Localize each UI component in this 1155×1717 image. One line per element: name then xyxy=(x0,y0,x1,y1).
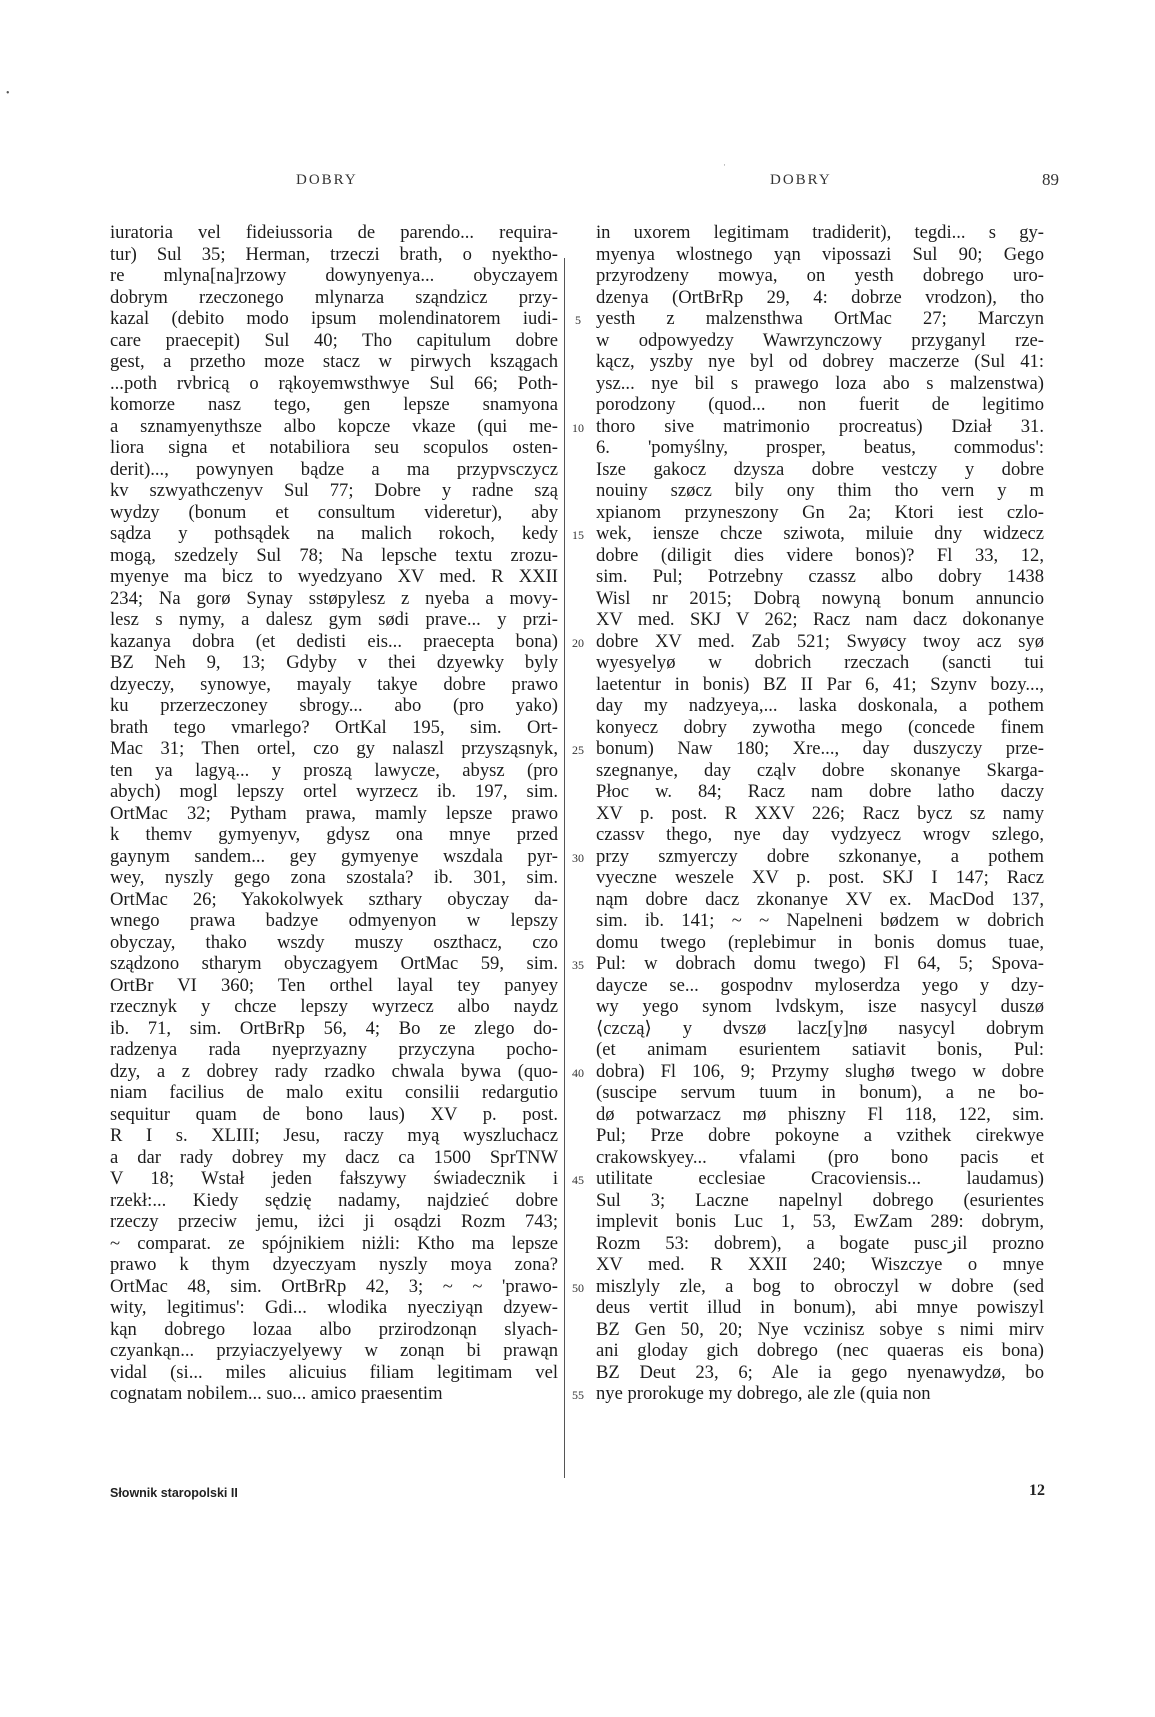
right-column-line: in uxorem legitimam tradiderit), tegdi... s gy- xyxy=(596,222,1044,243)
left-column-line: derit)..., powynyen bądze a ma przypvsczycz xyxy=(110,458,558,480)
right-column-line: szegnanye, day cząlv dobre skonanye Skarga- xyxy=(596,759,1044,781)
left-column-line: dzyeczy, synowye, mayaly takye dobre prawo xyxy=(110,673,558,695)
line-number: 40 xyxy=(572,1065,584,1080)
left-column-line: wnego prawa badzye odmyenyon w lepszy xyxy=(110,910,558,931)
right-column-line: dzenya (OrtBrRp 29, 4: dobrze vrodzon), tho xyxy=(596,286,1044,308)
right-column-line: wy yego synom lvdskym, isze nasycyl duszø xyxy=(596,996,1044,1017)
left-column-line: k themv gymyenyv, gdysz ona mnye przed xyxy=(110,824,558,845)
right-column-line: wyesyelyø w dobrich rzeczach (sancti tui xyxy=(596,652,1044,673)
line-number: 55 xyxy=(572,1388,584,1402)
right-column-line: deus vertit illud in bonum), abi mnye powiszyl xyxy=(596,1297,1044,1318)
right-column-line: dobra) Fl 106, 9; Przymy slughø twego w dobre xyxy=(596,1060,1044,1082)
right-column-line: XV med. R XXII 240; Wiszczye o mnye xyxy=(596,1254,1044,1275)
left-column-line: brath tego vmarlego? OrtKal 195, sim. Ort- xyxy=(110,716,558,738)
right-column-line: day my nadzyeya,... laska doskonala, a pothem xyxy=(596,695,1044,716)
line-number: 45 xyxy=(572,1173,584,1187)
right-column-line: bonum) Naw 180; Xre..., day duszyczy prze- xyxy=(596,738,1044,759)
line-number: 20 xyxy=(572,635,584,650)
left-column-line: wydzy (bonum et consultum videretur), aby xyxy=(110,501,558,523)
page-number: 89 xyxy=(1042,170,1059,189)
left-column-line: ib. 71, sim. OrtBrRp 56, 4; Bo ze zlego do- xyxy=(110,1017,558,1039)
right-column-line: czassv thego, nye day vydzyecz wrogv szlego, xyxy=(596,824,1044,845)
right-column-line: yesth z malzensthwa OrtMac 27; Marczyn xyxy=(596,308,1044,329)
left-column-line: wey, nyszly gego zona szostala? ib. 301, sim. xyxy=(110,867,558,888)
right-column-line: kącz, yszby nye byl od dobrey maczerze (Sul 41: xyxy=(596,351,1044,372)
left-column-line: iuratoria vel fideiussoria de parendo... requira- xyxy=(110,222,558,243)
right-column-line: crakowskyey... vfalami (pro bono pacis et xyxy=(596,1146,1044,1168)
left-column-line: lesz s nymy, a dalesz gym sødi prave... y przi- xyxy=(110,609,558,630)
right-column-line: wek, iensze chcze sziwota, miluie dny widzecz xyxy=(596,523,1044,544)
right-column-line: xpianom przyneszony Gn 2a; Ktori iest czlo- xyxy=(596,501,1044,523)
left-column-line: R I s. XLIII; Jesu, raczy myą wyszluchacz xyxy=(110,1125,558,1146)
right-column-line: nąm dobre dacz zkonanye XV ex. MacDod 137, xyxy=(596,888,1044,910)
right-column-line: BZ Gen 50, 20; Nye vczinisz sobye s nimi mirv xyxy=(596,1318,1044,1340)
right-column-line: ⟨czczą⟩ y dvszø lacz[y]nø nasycyl dobrym xyxy=(596,1017,1044,1039)
right-column-line: przy szmyerczy dobre szkonanye, a pothem xyxy=(596,845,1044,867)
column-rule xyxy=(564,258,565,1478)
right-column-line: daycze se... gospodnv myloserdza yego y dzy- xyxy=(596,974,1044,996)
left-column-line: dzy, a z dobrey rady rzadko chwala bywa (quo- xyxy=(110,1060,558,1082)
left-column-line: tur) Sul 35; Herman, trzeczi brath, o nyektho- xyxy=(110,243,558,265)
left-column-line: re mlyna[na]rzowy dowynyenya... obyczayem xyxy=(110,265,558,286)
line-number: 35 xyxy=(572,958,584,972)
left-column-line: ten ya lagyą... y proszą lawycze, abysz (pro xyxy=(110,759,558,781)
right-column-line: Rozm 53: dobrem), a bogate puscزil prozno xyxy=(596,1232,1044,1254)
left-column-line: care praecepit) Sul 40; Tho capitulum dobre xyxy=(110,329,558,351)
left-column-line: ~ comparat. ze spójnikiem niżli: Ktho ma lepsze xyxy=(110,1232,558,1254)
line-number: 30 xyxy=(572,850,584,865)
right-column-line: thoro sive matrimonio procreatus) Dział 31. xyxy=(596,415,1044,437)
right-column-line: 6. 'pomyślny, prosper, beatus, commodus': xyxy=(596,437,1044,458)
left-column-line: prawo k thym dzyeczyam nyszly moya zona? xyxy=(110,1254,558,1275)
left-column-line: sądza y pothsądek na malich rokoch, kedy xyxy=(110,523,558,544)
right-column-line: BZ Deut 23, 6; Ale ia gego nyenawydzø, bo xyxy=(596,1361,1044,1383)
right-column-line: dobre (diligit dies videre bonos)? Fl 33, 12, xyxy=(596,544,1044,566)
left-column-line: ...poth rvbricą o rąkoyemwsthwye Sul 66; Poth- xyxy=(110,372,558,394)
left-column-line: OrtMac 26; Yakokolwyek szthary obyczay da- xyxy=(110,888,558,910)
left-column-line: wity, legitimus': Gdi... wlodika nyecziyąn dzyew- xyxy=(110,1297,558,1318)
left-column-line: cognatam nobilem... suo... amico praesentim xyxy=(110,1383,443,1404)
right-column-line: sim. Pul; Potrzebny czassz albo dobry 1438 xyxy=(596,566,1044,587)
left-column-line: OrtMac 32; Pytham prawa, mamly lepsze prawo xyxy=(110,802,558,824)
right-column-line: myenya wlostnego yąn vipossazi Sul 90; Gego xyxy=(596,243,1044,265)
right-column-line: XV med. SKJ V 262; Racz nam dacz dokonanye xyxy=(596,609,1044,630)
left-column-line: 234; Na gorø Synay sstøpylesz z nyeba a movy- xyxy=(110,587,558,609)
right-column xyxy=(596,222,1044,1405)
running-head-right: DOBRY xyxy=(770,172,832,188)
left-column-line: BZ Neh 9, 13; Gdyby v thei dzyewky byly xyxy=(110,652,558,673)
right-column-line: (et animam esurientem satiavit bonis, Pul: xyxy=(596,1039,1044,1060)
right-column-line: miszlyly zle, a bog to obroczyl w dobre (sed xyxy=(596,1275,1044,1297)
left-column-line: a sznamyenythsze albo kopcze vkaze (qui me- xyxy=(110,415,558,437)
stray-ink-mark: • xyxy=(6,88,10,99)
left-column-line: abych) mogl lepszy ortel wyrzecz ib. 197, sim. xyxy=(110,781,558,802)
left-column-line: myenye ma bicz to wyedzyano XV med. R XXII xyxy=(110,566,558,587)
right-column-line: (suscipe servum tuum in bonum), a ne bo- xyxy=(596,1082,1044,1103)
left-column-line: a dar rady dobrey my dacz ca 1500 SprTNW xyxy=(110,1146,558,1168)
right-column-line: dø potwarzacz mø phiszny Fl 118, 122, sim. xyxy=(596,1103,1044,1125)
sheet-signature: 12 xyxy=(1029,1482,1045,1499)
right-column-line: XV p. post. R XXV 226; Racz bycz sz namy xyxy=(596,802,1044,824)
left-column-line: ku przerzeczoney sbrogy... abo (pro yako) xyxy=(110,695,558,716)
publication-signature: Słownik staropolski II xyxy=(110,1486,238,1500)
left-column-line: rzeczy przeciw jemu, iżci ji osądzi Rozm 743; xyxy=(110,1211,558,1232)
right-column-line: Płoc w. 84; Racz nam dobre latho daczy xyxy=(596,781,1044,802)
right-column-line: ysz... nye bil s prawego loza abo s malzenstwa) xyxy=(596,372,1044,394)
right-column-line: utilitate ecclesiae Cracoviensis... laudamus) xyxy=(596,1168,1044,1189)
right-column-line: konyecz dobry zywotha mego (concede finem xyxy=(596,716,1044,738)
left-column-line: gaynym sandem... gey gymyenye wszdala pyr- xyxy=(110,845,558,867)
left-column-line: V 18; Wstał jeden fałszywy świadecznik i xyxy=(110,1168,558,1189)
left-column-line: vidal (si... miles alicuius filiam legitimam vel xyxy=(110,1361,558,1383)
left-column-line: kazanya dobra (et dedisti eis... praecepta bona) xyxy=(110,630,558,652)
left-column-line: dobrym rzeczonego mlynarza sząndzicz przy- xyxy=(110,286,558,308)
left-column xyxy=(110,222,558,1405)
right-column-line: Sul 3; Laczne napelnyl dobrego (esurientes xyxy=(596,1189,1044,1211)
right-column-line: implevit bonis Luc 1, 53, EwZam 289: dobrym, xyxy=(596,1211,1044,1232)
left-column-line: kazal (debito modo ipsum molendinatorem iudi- xyxy=(110,308,558,329)
stray-ink-dot: · xyxy=(723,160,726,170)
right-column-line: laetentur in bonis) BZ II Par 6, 41; Szynv bozy..., xyxy=(596,673,1044,695)
left-column-line: radzenya rada nyeprzyazny przyczyna pocho- xyxy=(110,1039,558,1060)
left-column-line: rzekł:... Kiedy sędzię nadamy, najdzieć dobre xyxy=(110,1189,558,1211)
left-column-line: niam facilius de malo exitu consilii redargutio xyxy=(110,1082,558,1103)
right-column-line: Pul: w dobrach domu twego) Fl 64, 5; Spova- xyxy=(596,953,1044,974)
right-column-line: vyeczne weszele XV p. post. SKJ I 147; Racz xyxy=(596,867,1044,888)
right-column-line: przyrodzeny mowya, on yesth dobrego uro- xyxy=(596,265,1044,286)
right-column-line: w odpowyedzy Wawrzynczowy przyganyl rze- xyxy=(596,329,1044,351)
left-column-line: Mac 31; Then ortel, czo gy nalaszl przysząsnyk, xyxy=(110,738,558,759)
right-column-line: porodzony (quod... non fuerit de legitimo xyxy=(596,394,1044,415)
left-column-line: kv szwyathczenyv Sul 77; Dobre y radne szą xyxy=(110,480,558,501)
right-column-line: sim. ib. 141; ~ ~ Napelneni bødzem w dobrich xyxy=(596,910,1044,931)
left-column-line: sządzono stharym obyczagyem OrtMac 59, sim. xyxy=(110,953,558,974)
left-column-line: kąn dobrego lozaa albo przirodzonąn slyach- xyxy=(110,1318,558,1340)
left-column-line: czyankąn... przyiaczyelyewy w zonąn bi prawąn xyxy=(110,1340,558,1361)
line-number: 25 xyxy=(572,743,584,757)
right-column-line: Wisl nr 2015; Dobrą nowyną bonum annuncio xyxy=(596,587,1044,609)
right-column-line: dobre XV med. Zab 521; Swyøcy twoy acz syø xyxy=(596,630,1044,652)
line-number: 10 xyxy=(572,420,584,435)
left-column-line: OrtBr VI 360; Ten orthel layal tey panyey xyxy=(110,974,558,996)
right-column-line: domu twego (replebimur in bonis domus tuae, xyxy=(596,931,1044,953)
left-column-line: sequitur quam de bono laus) XV p. post. xyxy=(110,1103,558,1125)
left-column-line: liora signa et notabiliora seu scopulos osten- xyxy=(110,437,558,458)
right-column-line: Isze gakocz dzysza dobre vestczy y dobre xyxy=(596,458,1044,480)
right-column-line: Pul; Prze dobre pokoyne a vzithek cirekwye xyxy=(596,1125,1044,1146)
right-column-line: nye prorokuge my dobrego, ale zle (quia non xyxy=(596,1383,931,1404)
running-head-left: DOBRY xyxy=(296,172,358,188)
left-column-line: komorze nasz tego, gen lepsze snamyona xyxy=(110,394,558,415)
left-column-line: OrtMac 48, sim. OrtBrRp 42, 3; ~ ~ 'prawo- xyxy=(110,1275,558,1297)
left-column-line: gest, a przetho moze stacz w pirwych kszągach xyxy=(110,351,558,372)
right-column-line: ani glоday gich dobrego (nec quaeras eis bona) xyxy=(596,1340,1044,1361)
left-column-line: obyczay, thako wszdy muszy oszthacz, czo xyxy=(110,931,558,953)
right-column-line: nouiny szøcz bily ony thim tho vern y m xyxy=(596,480,1044,501)
line-number: 50 xyxy=(572,1280,584,1295)
line-number: 5 xyxy=(575,313,581,327)
left-column-line: mogą, szedzely Sul 78; Na lepsche textu zrozu- xyxy=(110,544,558,566)
left-column-line: rzecznyk y chcze lepszy wyrzecz albo naydz xyxy=(110,996,558,1017)
line-number: 15 xyxy=(572,528,584,542)
